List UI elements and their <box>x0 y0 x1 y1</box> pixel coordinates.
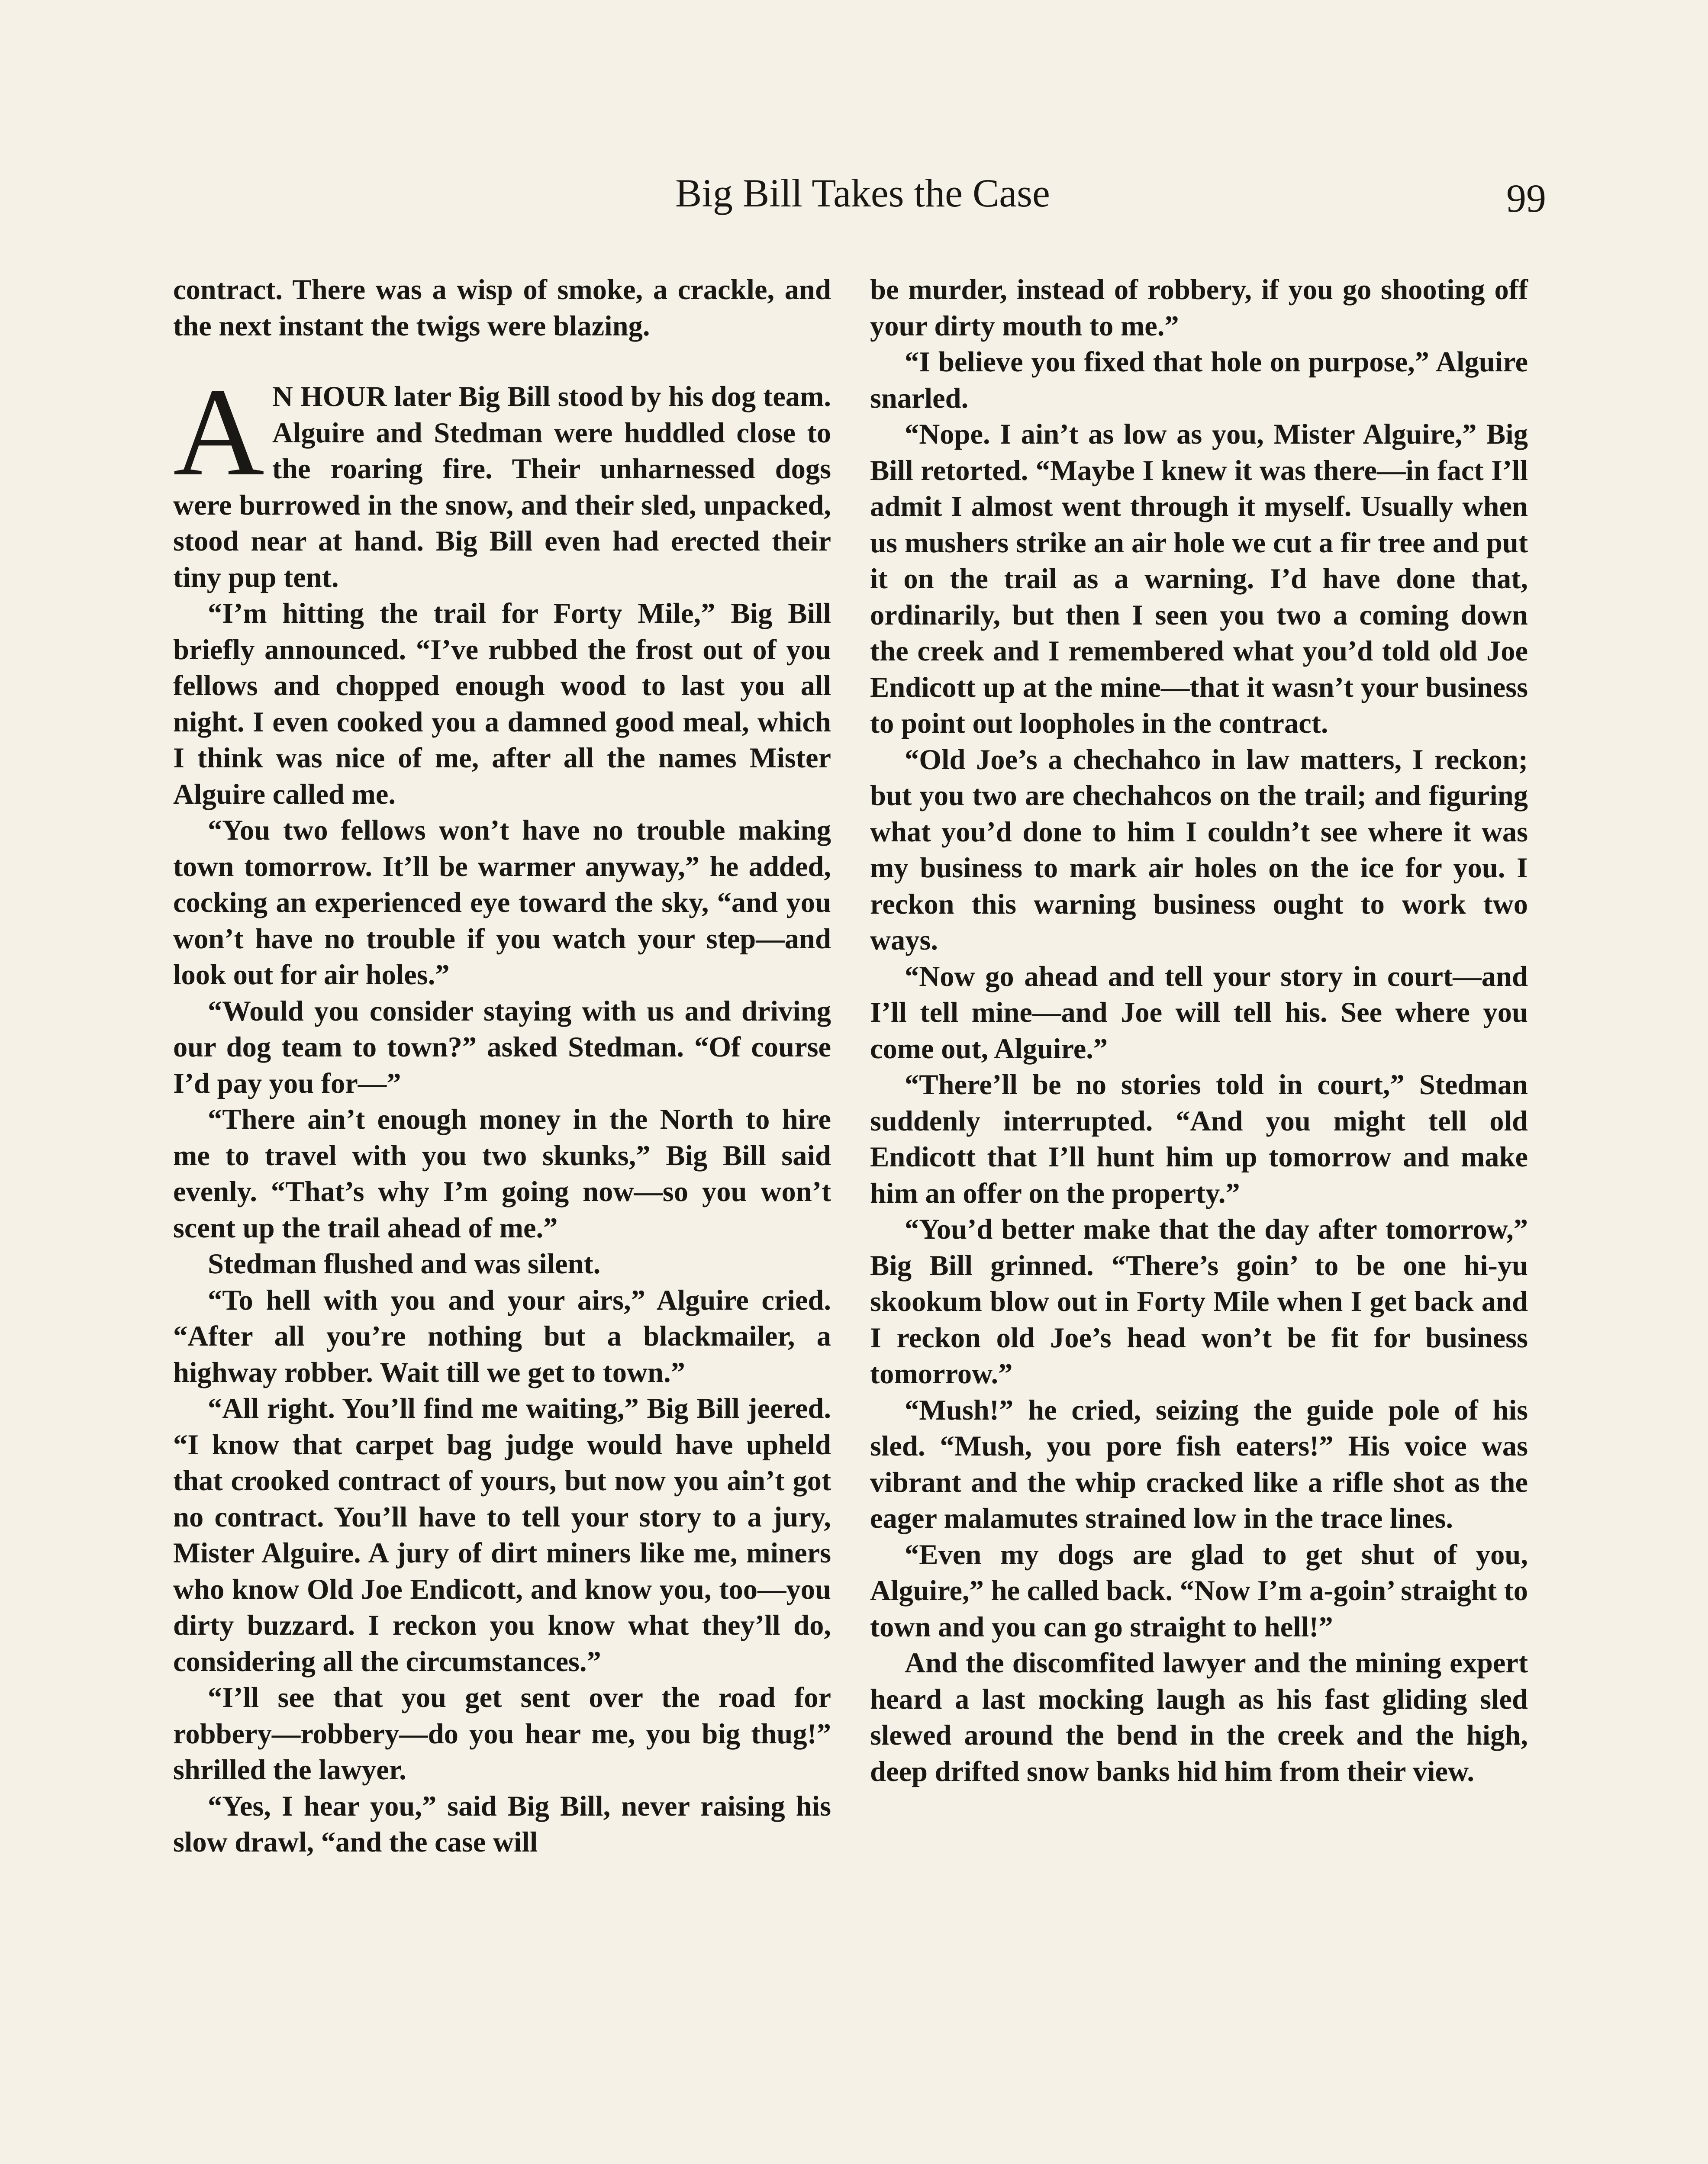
drop-cap: A <box>173 362 264 502</box>
paragraph: “Mush!” he cried, seizing the guide pole of his sled. “Mush, you pore fish eaters!” His voice was vibrant and the whip cracked like a rifle shot as the eager malamutes strained low in the trace lines. <box>870 1394 1528 1534</box>
section-opening-paragraph <box>173 362 831 596</box>
paragraph: “I’m hitting the trail for Forty Mile,” Big Bill briefly announced. “I’ve rubbed the frost out of you fellows and chopped enough wood to last you all night. I even cooked you a damned good meal, which I think was nice of me, after all the names Mister Alguire called me. <box>173 598 831 810</box>
page-number: 99 <box>1506 176 1546 220</box>
paragraph: And the discomfited lawyer and the mining expert heard a last mocking laugh as his fast gliding sled slewed around the bend in the creek and the high, deep drifted snow banks hid him from their view. <box>870 1647 1528 1787</box>
paragraph: “You two fellows won’t have no trouble making town tomorrow. It’ll be warmer anyway,” he added, cocking an experienced eye toward the sky, “and you won’t have no trouble if you watch your step—and look out for air holes.” <box>173 815 831 991</box>
paragraph: “Yes, I hear you,” said Big Bill, never raising his slow drawl, “and the case will <box>173 1790 831 1858</box>
paragraph: “To hell with you and your airs,” Alguire cried. “After all you’re nothing but a blackmailer, a highway robber. Wait till we get to town.” <box>173 1284 831 1388</box>
paragraph: “Nope. I ain’t as low as you, Mister Alguire,” Big Bill retorted. “Maybe I knew it was there—in fact I’ll admit I almost went through it myself. Usually when us mushers strike an air hole we cut a fir tree and put it on the trail as a warning. I’d have done that, ordinarily, but then I seen you two a coming down the creek and I remembered what you’d told old Joe Endicott up at the mine—that it wasn’t your business to point out loopholes in the contract. <box>870 419 1528 739</box>
paragraph: be murder, instead of robbery, if you go shooting off your dirty mouth to me.” <box>870 274 1528 342</box>
paragraph: “There ain’t enough money in the North to hire me to travel with you two skunks,” Big Bill said evenly. “That’s why I’m going now—so you won’t scent up the trail ahead of me.” <box>173 1104 831 1244</box>
left-text-column <box>173 272 831 1861</box>
paragraph: contract. There was a wisp of smoke, a crackle, and the next instant the twigs were blazing. <box>173 274 831 342</box>
paragraph: “I’ll see that you get sent over the road for robbery—robbery—do you hear me, you big thug!” shrilled the lawyer. <box>173 1682 831 1786</box>
paragraph: “Even my dogs are glad to get shut of you, Alguire,” he called back. “Now I’m a-goin’ straight to town and you can go straight to hell!” <box>870 1539 1528 1643</box>
paragraph: “All right. You’ll find me waiting,” Big Bill jeered. “I know that carpet bag judge would have upheld that crooked contract of yours, but now you ain’t got no contract. You’ll have to tell your story to a jury, Mister Alguire. A jury of dirt miners like me, miners who know Old Joe Endicott, and know you, too—you dirty buzzard. I reckon you know what they’ll do, considering all the circumstances.” <box>173 1393 831 1678</box>
section-opening-text: N HOUR later Big Bill stood by his dog team. Alguire and Stedman were huddled close to the roaring fire. Their unharnessed dogs were burrowed in the snow, and their sled, unpacked, stood near at hand. Big Bill even had erected their tiny pup tent. <box>173 381 831 593</box>
running-head-title: Big Bill Takes the Case <box>675 171 1050 215</box>
paragraph: “Old Joe’s a chechahco in law matters, I reckon; but you two are chechahcos on the trail; and figuring what you’d done to him I couldn’t see where it was my business to mark air holes on the ice for you. I reckon this warning business ought to work two ways. <box>870 744 1528 956</box>
paragraph: “There’ll be no stories told in court,” Stedman suddenly interrupted. “And you might tell old Endicott that I’ll hunt him up tomorrow and make him an offer on the property.” <box>870 1069 1528 1209</box>
paragraph: Stedman flushed and was silent. <box>208 1248 601 1280</box>
paragraph: “Now go ahead and tell your story in court—and I’ll tell mine—and Joe will tell his. See where you come out, Alguire.” <box>870 960 1528 1065</box>
paragraph: “Would you consider staying with us and driving our dog team to town?” asked Stedman. “Of course I’d pay you for—” <box>173 995 831 1099</box>
paragraph: “You’d better make that the day after tomorrow,” Big Bill grinned. “There’s goin’ to be one hi-yu skookum blow out in Forty Mile when I get back and I reckon old Joe’s head won’t be fit for business tomorrow.” <box>870 1214 1528 1390</box>
right-text-column <box>870 272 1528 1790</box>
paragraph: “I believe you fixed that hole on purpose,” Alguire snarled. <box>870 346 1528 414</box>
